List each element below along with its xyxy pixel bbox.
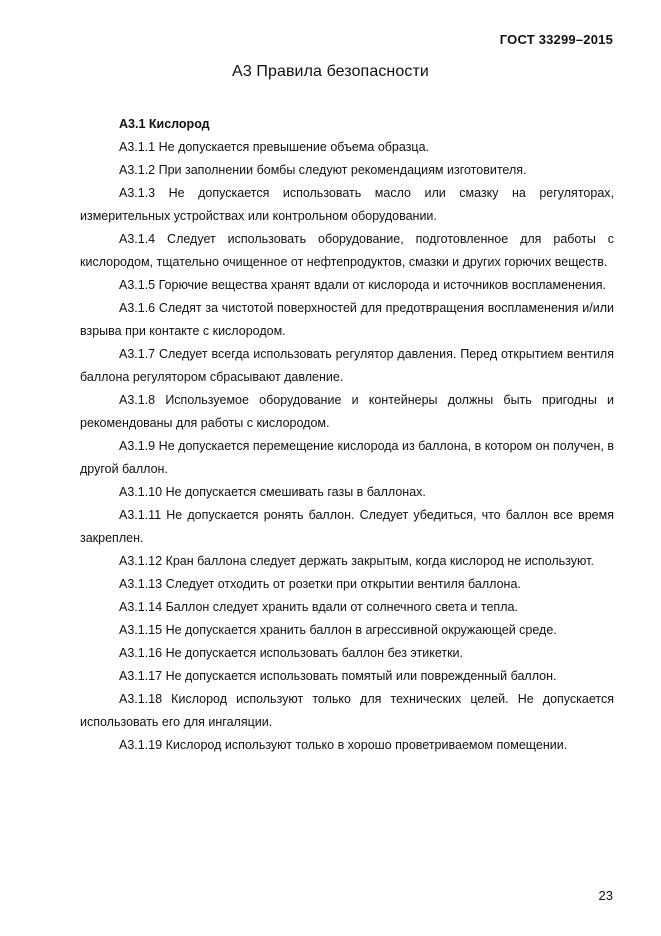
paragraph-a3-1-14: А3.1.14 Баллон следует хранить вдали от солнечного света и тепла. — [119, 600, 518, 614]
paragraph-a3-1-10: А3.1.10 Не допускается смешивать газы в баллонах. — [119, 485, 426, 499]
paragraph-a3-1-17: А3.1.17 Не допускается использовать помятый или поврежденный баллон. — [119, 669, 557, 683]
paragraph-a3-1-2: А3.1.2 При заполнении бомбы следуют рекомендациям изготовителя. — [119, 163, 527, 177]
paragraph-a3-1-7: А3.1.7 Следует всегда использовать регулятор давления. Перед открытием вентиля баллона регулятором сбрасывают давление. — [80, 347, 614, 384]
paragraph-a3-1-6: А3.1.6 Следят за чистотой поверхностей для предотвращения воспламенения и/или взрыва при контакте с кислородом. — [80, 301, 614, 338]
paragraph-a3-1-9: А3.1.9 Не допускается перемещение кислорода из баллона, в котором он получен, в другой баллон. — [80, 439, 614, 476]
paragraph-a3-1-11: А3.1.11 Не допускается ронять баллон. Следует убедиться, что баллон все время закреплен. — [80, 508, 614, 545]
paragraph-a3-1-15: А3.1.15 Не допускается хранить баллон в агрессивной окружающей среде. — [119, 623, 557, 637]
paragraph-a3-1-12: А3.1.12 Кран баллона следует держать закрытым, когда кислород не используют. — [119, 554, 594, 568]
paragraph-a3-1-5: А3.1.5 Горючие вещества хранят вдали от кислорода и источников воспламенения. — [119, 278, 607, 292]
document-code: ГОСТ 33299–2015 — [499, 32, 613, 47]
section-title: А3 Правила безопасности — [232, 63, 429, 80]
paragraph-a3-1-13: А3.1.13 Следует отходить от розетки при открытии вентиля баллона. — [119, 577, 521, 591]
paragraph-a3-1-3: А3.1.3 Не допускается использовать масло или смазку на регуляторах, измерительных устройствах или контрольном оборудовании. — [80, 186, 614, 223]
page-number: 23 — [598, 888, 613, 903]
paragraph-a3-1-4: А3.1.4 Следует использовать оборудование, подготовленное для работы с кислородом, тщательно очищенное от нефтепродуктов, смазки и других горючих веществ. — [80, 232, 614, 269]
document-body — [80, 113, 614, 757]
paragraph-a3-1-16: А3.1.16 Не допускается использовать баллон без этикетки. — [119, 646, 464, 660]
subsection-heading: А3.1 Кислород — [119, 117, 210, 131]
paragraph-a3-1-8: А3.1.8 Используемое оборудование и контейнеры должны быть пригодны и рекомендованы для работы с кислородом. — [80, 393, 614, 430]
paragraph-a3-1-1: А3.1.1 Не допускается превышение объема образца. — [119, 140, 430, 154]
paragraph-a3-1-18: А3.1.18 Кислород используют только для технических целей. Не допускается использовать его для ингаляции. — [80, 692, 614, 729]
paragraph-a3-1-19: А3.1.19 Кислород используют только в хорошо проветриваемом помещении. — [119, 738, 568, 752]
